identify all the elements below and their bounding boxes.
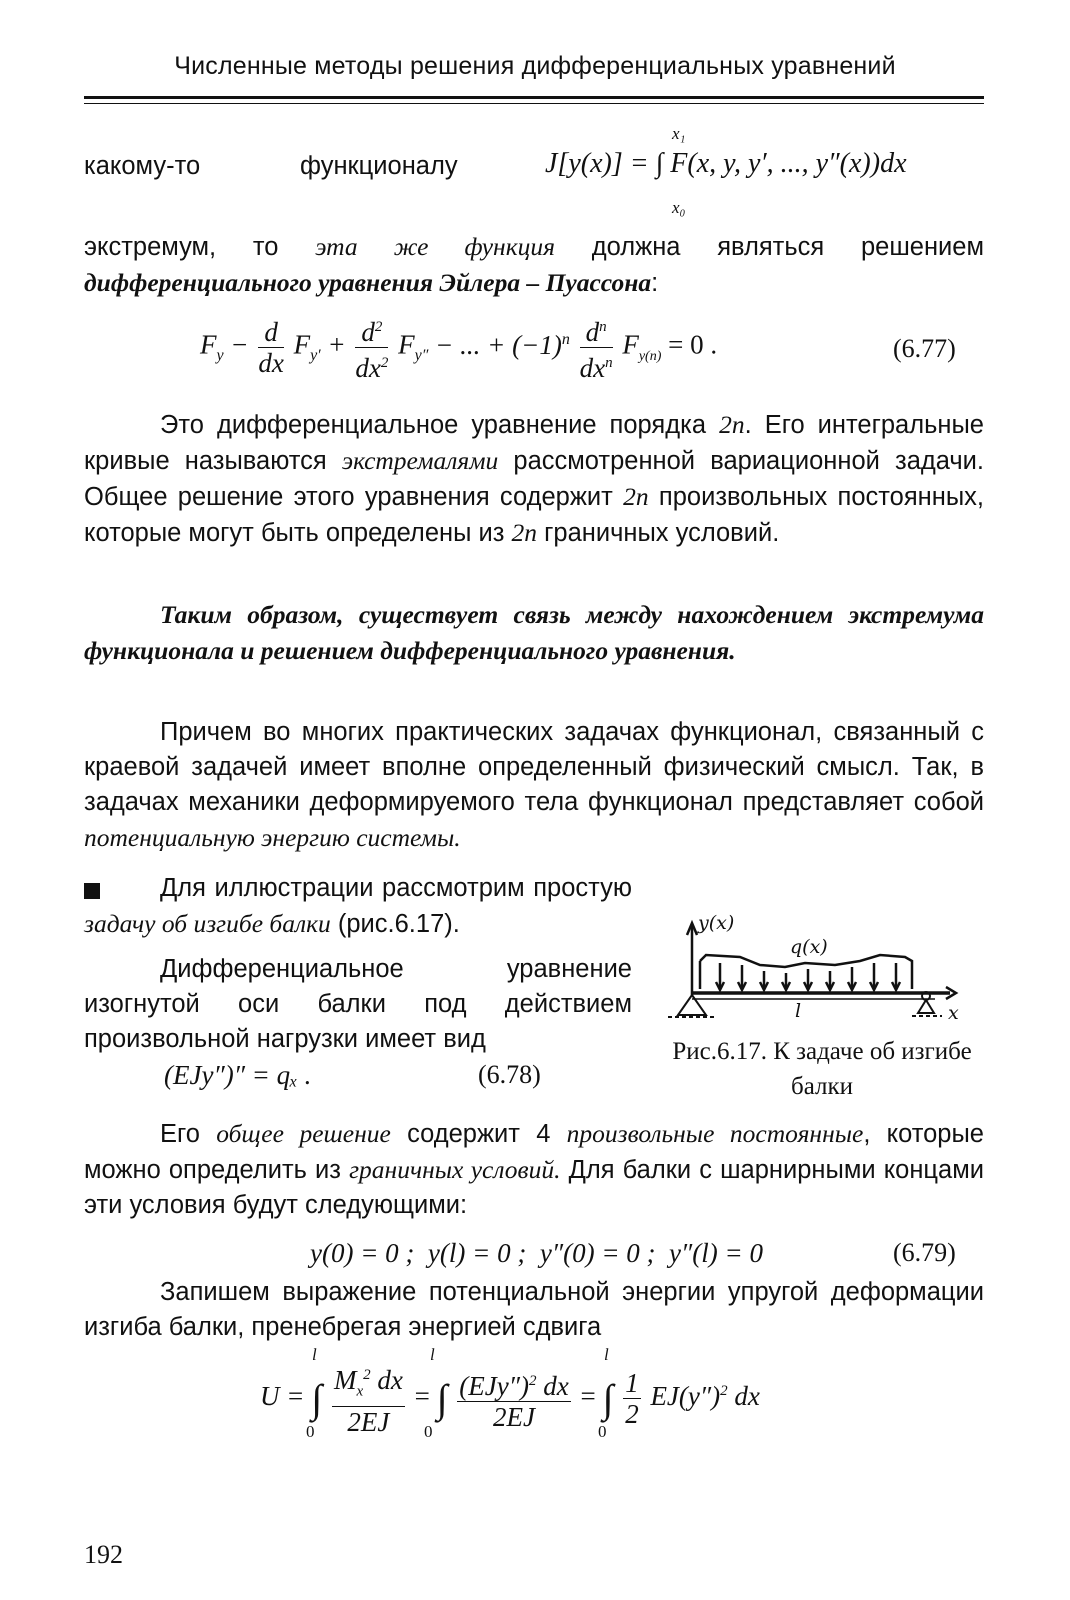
paragraph-order — [84, 407, 984, 551]
integral-lower-limit: 0 — [424, 1422, 433, 1441]
equation-6-77: $F_y$ − $\frac{d}{dx}$ $F_{y'}$ + $\frac{d^2}{dx^2}$ $F_{y''}$ − ... + $(-1)^n$ $\frac{d^n}{dx^n}$ $F_{y(n)} = 0$ . — [200, 312, 717, 383]
intro-word-1: какому-то — [84, 152, 201, 180]
text: граничных условий. — [537, 519, 780, 547]
text-italic: задачу об изгибе балки — [84, 909, 331, 938]
paragraph-illustration — [84, 871, 632, 942]
paragraph-energy — [84, 1275, 984, 1345]
page-number: 192 — [84, 1540, 123, 1569]
text: , которые можно определить из — [84, 1120, 984, 1184]
running-title: Численные методы решения дифференциальных уравнений — [174, 52, 896, 80]
energy-equation: U = ∫ $\frac{M_x^2 dx}{2EJ}$ = ∫ $\frac{(EJy'')^2 dx}{2EJ}$ = ∫ $\frac{1}{2}$ $EJ(y'')^2$ dx — [260, 1360, 760, 1437]
figure-caption: Рис.6.17. К задаче об изгибе балки — [672, 1038, 972, 1100]
upper-limit: x₁ — [672, 124, 686, 143]
equation-number: (6.78) — [478, 1060, 541, 1089]
text: Его — [160, 1120, 217, 1148]
integral-upper-limit: l — [312, 1345, 317, 1364]
left-support — [678, 995, 706, 1015]
paragraph-beam-equation — [84, 952, 632, 1057]
text-italic: общее решение — [216, 1119, 391, 1148]
load-arrows — [716, 963, 900, 990]
text-italic: граничных условий. — [349, 1155, 561, 1184]
text: Запишем выражение потенциальной энергии упругой деформации изгиба балки, пренебрегая энергией сдвига — [84, 1278, 984, 1341]
integral-upper-limit: l — [430, 1345, 435, 1364]
text: Это дифференциальное уравнение порядка — [160, 411, 720, 439]
text-italic: 2n — [719, 410, 745, 439]
text: должна являться решением — [554, 233, 985, 261]
paragraph-general-solution — [84, 1116, 984, 1223]
energy-lhs: U = — [260, 1380, 305, 1411]
functional-formula: J[y(x)] = ∫ F(x, y, y′, ..., y″(x))dx — [545, 148, 907, 179]
lower-limit: x₀ — [672, 198, 686, 217]
paragraph-physical-meaning — [84, 715, 984, 856]
equation-number: (6.77) — [893, 334, 956, 363]
beam-figure — [650, 905, 980, 1025]
text: Дифференциальное уравнение изогнутой оси балки под действием произвольной нагрузки имеет вид — [84, 955, 632, 1053]
equation-number: (6.79) — [893, 1238, 956, 1267]
text: (рис.6.17). — [330, 910, 460, 938]
figure-label-q: q(x) — [790, 936, 828, 958]
text: Для иллюстрации рассмотрим простую — [160, 874, 632, 902]
figure-label-l: l — [795, 1000, 802, 1022]
text: рассмотренной вариационной задачи. Общее решение этого уравнения содержит — [84, 447, 984, 511]
text-bold-italic: дифференциального уравнения Эйлера – Пуассона — [84, 268, 652, 297]
header-rule — [84, 96, 984, 99]
paragraph-conclusion — [84, 597, 984, 669]
figure-label-x: x — [948, 1002, 959, 1024]
text-italic: эта же функция — [315, 232, 555, 261]
text-italic: 2n — [511, 518, 538, 547]
text: произвольных постоянных, которые могут быть определены из — [84, 483, 984, 547]
text: . Его интегральные кривые называются — [84, 411, 984, 475]
integral-lower-limit: 0 — [306, 1422, 315, 1441]
text-italic: потенциальную энергию системы. — [84, 823, 461, 852]
text-italic: произвольные постоянные — [566, 1119, 864, 1148]
intro-word-2: функционалу — [300, 152, 458, 180]
text-bold-italic: Таким образом, существует связь между нахождением экстремума функционала и решением дифференциального уравнения. — [84, 600, 984, 665]
right-support — [918, 1000, 934, 1013]
header-rule-thin — [84, 103, 984, 104]
equation-6-78: (EJy″)″ = qₓ . — [164, 1060, 312, 1090]
text-italic: 2n — [623, 482, 649, 511]
integral-lower-limit: 0 — [598, 1422, 607, 1441]
text: : — [651, 269, 659, 297]
figure-label-y: y(x) — [698, 912, 735, 934]
text: содержит 4 — [390, 1120, 567, 1148]
integral-upper-limit: l — [604, 1345, 609, 1364]
paragraph-euler — [84, 229, 984, 301]
text-italic: экстремалями — [341, 446, 499, 475]
text: Причем во многих практических задачах функционал, связанный с краевой задачей имеет вполне определенный физический смысл. Так, в задачах механики деформируемого тела функционал представляет собой — [84, 718, 984, 816]
equation-6-79: y(0) = 0 ; y(l) = 0 ; y″(0) = 0 ; y″(l) = 0 — [310, 1238, 763, 1268]
text: экстремум, то — [84, 233, 316, 261]
text: Для балки с шарнирными концами эти условия будут следующими: — [84, 1156, 984, 1219]
